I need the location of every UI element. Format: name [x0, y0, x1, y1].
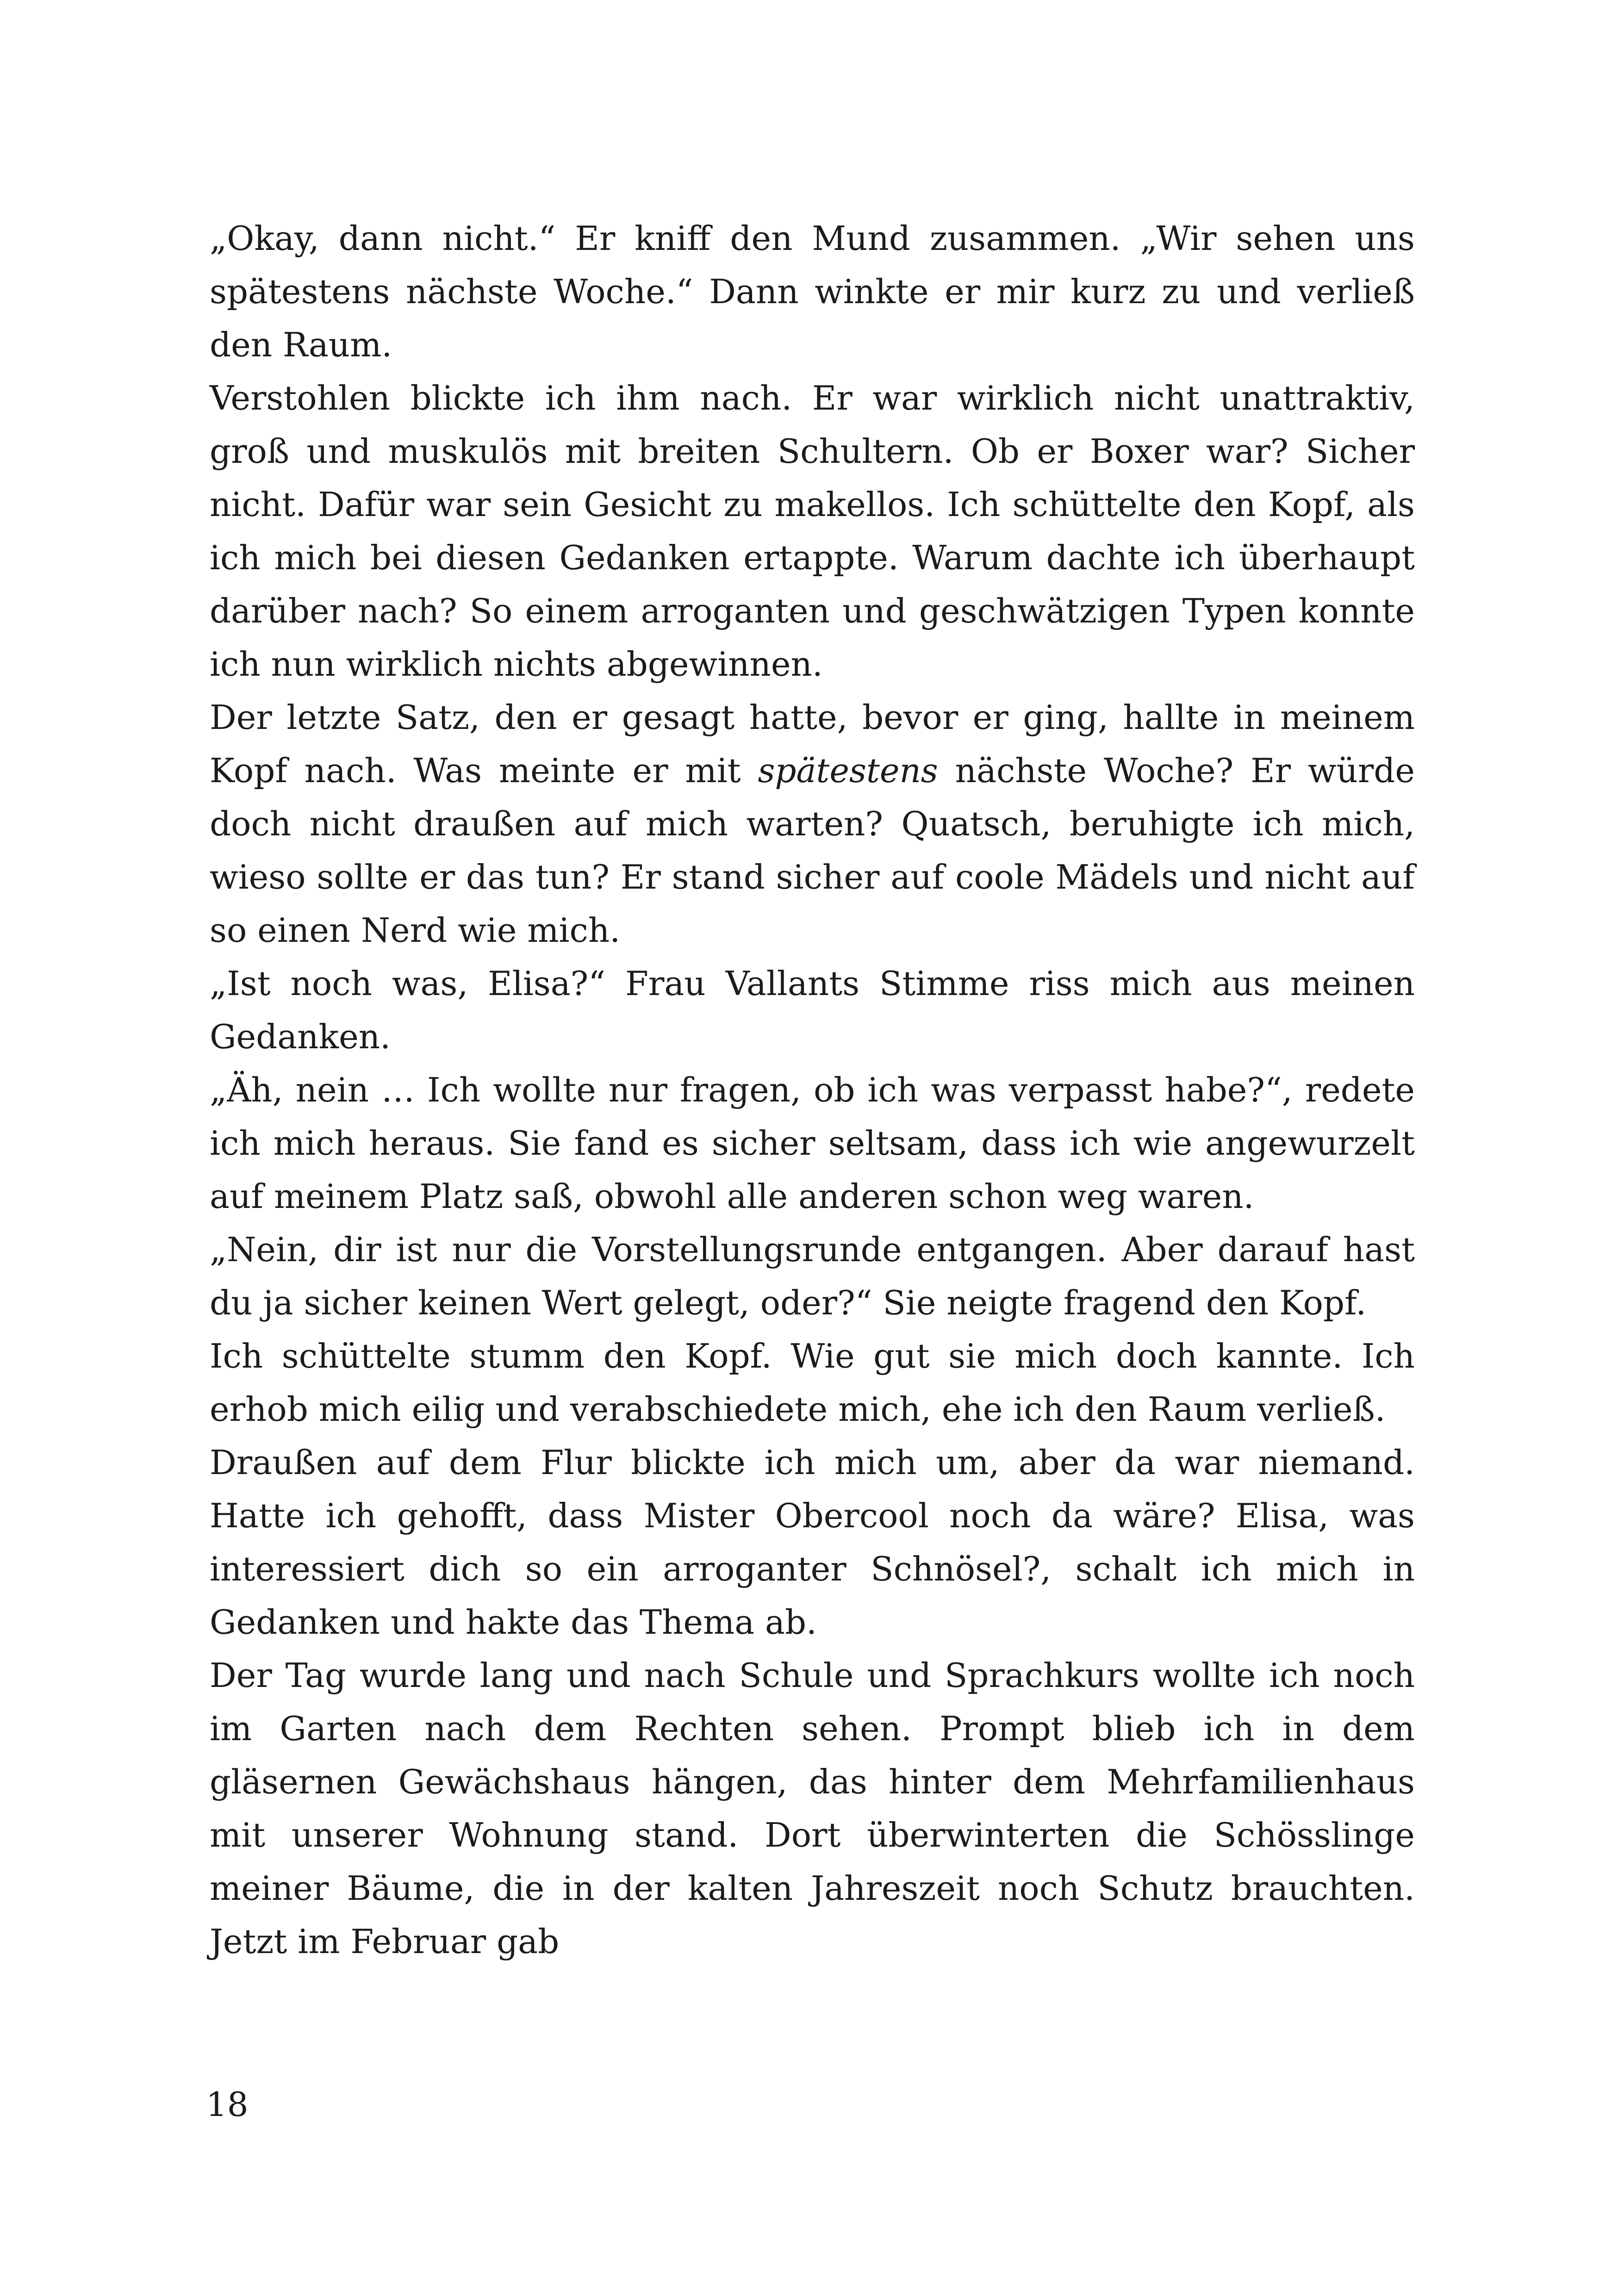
paragraph	[210, 691, 1415, 957]
paragraph: Draußen auf dem Flur blickte ich mich um, aber da war niemand. Hatte ich gehofft, dass Mister Obercool noch da wäre? Elisa, was interessiert dich so ein arroganter Schnösel?, schalt ich mich in Gedanken und hakte das Thema ab.	[210, 1443, 1415, 1642]
page-number: 18	[206, 2085, 249, 2124]
paragraph: „Ist noch was, Elisa?“ Frau Vallants Stimme riss mich aus meinen Gedanken.	[210, 964, 1415, 1056]
paragraph: Ich schüttelte stumm den Kopf. Wie gut sie mich doch kannte. Ich erhob mich eilig und verabschiedete mich, ehe ich den Raum verließ.	[210, 1337, 1415, 1429]
emphasized-word: spätestens	[758, 751, 938, 790]
paragraph: Verstohlen blickte ich ihm nach. Er war wirklich nicht unattraktiv, groß und muskulös mit breiten Schultern. Ob er Boxer war? Sicher nicht. Dafür war sein Gesicht zu makellos. Ich schüttelte den Kopf, als ich mich bei diesen Gedanken ertappte. Warum dachte ich überhaupt darüber nach? So einem arroganten und geschwätzigen Typen konnte ich nun wirklich nichts abgewinnen.	[210, 379, 1415, 684]
body-text	[210, 212, 1415, 1968]
paragraph: Der Tag wurde lang und nach Schule und Sprachkurs wollte ich noch im Garten nach dem Rechten sehen. Prompt blieb ich in dem gläsernen Gewächshaus hängen, das hinter dem Mehrfamilienhaus mit unserer Wohnung stand. Dort überwinterten die Schösslinge meiner Bäume, die in der kalten Jahreszeit noch Schutz brauchten. Jetzt im Februar gab	[210, 1656, 1415, 1961]
paragraph-text: nächste Woche? Er würde doch nicht draußen auf mich warten? Quatsch, beruhigte ich mich, wieso sollte er das tun? Er stand sicher auf coole Mädels und nicht auf so einen Nerd wie mich.	[210, 751, 1415, 950]
paragraph: „Okay, dann nicht.“ Er kniff den Mund zusammen. „Wir sehen uns spätestens nächste Woche.“ Dann winkte er mir kurz zu und verließ den Raum.	[210, 219, 1415, 364]
paragraph: „Äh, nein … Ich wollte nur fragen, ob ich was verpasst habe?“, redete ich mich heraus. Sie fand es sicher seltsam, dass ich wie angewurzelt auf meinem Platz saß, obwohl alle anderen schon weg waren.	[210, 1070, 1415, 1216]
paragraph: „Nein, dir ist nur die Vorstellungsrunde entgangen. Aber darauf hast du ja sicher keinen Wert gelegt, oder?“ Sie neigte fragend den Kopf.	[210, 1230, 1415, 1322]
paragraph-text: Der letzte Satz, den er gesagt hatte, bevor er ging, hallte in meinem Kopf nach. Was meinte er mit	[210, 698, 1415, 790]
